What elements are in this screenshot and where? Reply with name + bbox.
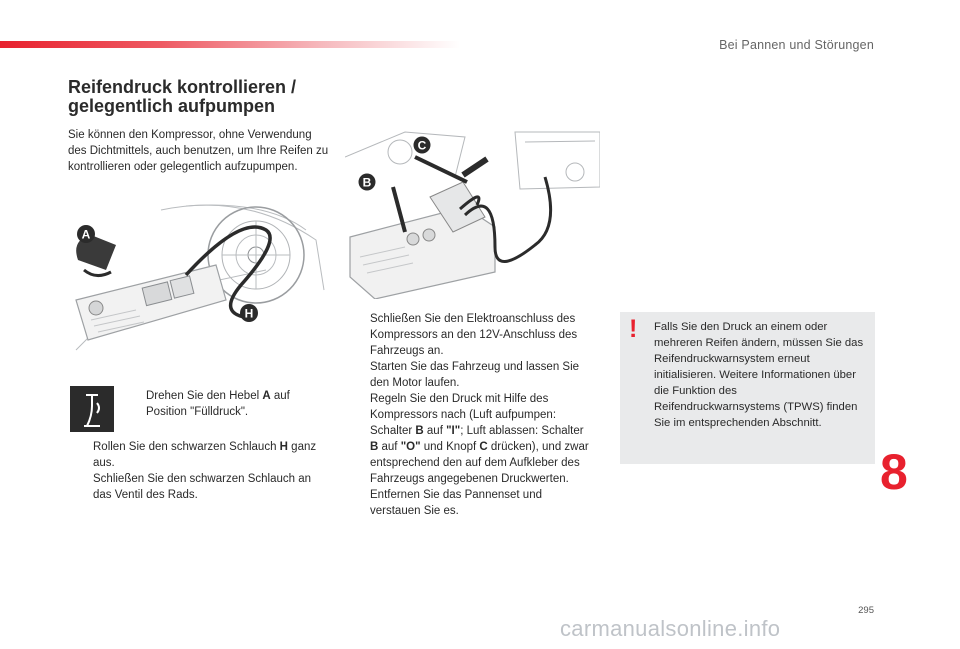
step-text: drücken), und zwar entsprechend den auf dem Aufkleber des Fahrzeugs angegebenen Druckwerten. bbox=[370, 441, 589, 485]
label-c-marker bbox=[414, 137, 431, 154]
step-text: Rollen Sie den schwarzen Schlauch bbox=[93, 441, 280, 453]
plug bbox=[463, 159, 487, 175]
step-text: Drehen Sie den Hebel bbox=[146, 390, 263, 402]
label-c: C bbox=[417, 138, 427, 153]
warning-text: Falls Sie den Druck an einem oder mehreren Reifen ändern, müssen Sie das Reifendruckwarnsystem erneut initialisieren. Weitere Informationen über die Funktion des Reifendruckwarnsystems (TPWS) finden Sie im entsprechenden Abschnitt. bbox=[654, 321, 864, 429]
step-text: auf Position "Fülldruck". bbox=[146, 390, 290, 418]
key-c: C bbox=[479, 441, 488, 453]
intro-paragraph: Sie können den Kompressor, ohne Verwendung des Dichtmittels, auch benutzen, um Ihre Reifen zu kontrollieren oder gelegentlich aufzupumpen. bbox=[68, 129, 329, 173]
switch-on: "I" bbox=[446, 425, 461, 437]
label-b: B bbox=[362, 175, 372, 190]
step-item bbox=[121, 388, 311, 420]
switch-off: "O" bbox=[400, 441, 421, 453]
watermark: carmanualsonline.info bbox=[560, 616, 781, 641]
step-text: Entfernen Sie das Pannenset und verstauen Sie es. bbox=[370, 489, 542, 517]
section-title: Bei Pannen und Störungen bbox=[719, 38, 874, 52]
label-h: H bbox=[244, 306, 254, 321]
step-item bbox=[345, 359, 593, 391]
step-text: ; Luft ablassen: Schalter bbox=[460, 425, 584, 437]
step-lever-a bbox=[121, 388, 311, 420]
key-b: B bbox=[415, 425, 424, 437]
compressor-wheel-illustration bbox=[66, 200, 328, 360]
header-accent-bar bbox=[0, 41, 460, 48]
step-text: auf bbox=[423, 425, 447, 437]
step-item bbox=[345, 311, 593, 359]
label-b-marker bbox=[359, 174, 376, 191]
middle-steps bbox=[345, 311, 593, 519]
step-text: ganz aus. bbox=[93, 441, 317, 469]
compressor-socket-illustration bbox=[345, 127, 600, 299]
inflate-icon bbox=[70, 386, 114, 432]
page-title-line-1: Reifendruck kontrollieren / bbox=[68, 77, 297, 97]
step-text: Schließen Sie den Elektroanschluss des Kompressors an den 12V-Anschluss des Fahrzeugs an. bbox=[370, 313, 578, 357]
step-item bbox=[345, 391, 593, 487]
step-text: und Knopf bbox=[420, 441, 480, 453]
warning-icon: ! bbox=[629, 315, 638, 343]
page-title-line-2: gelegentlich aufpumpen bbox=[68, 96, 276, 116]
step-item bbox=[345, 487, 593, 519]
step-item bbox=[68, 471, 323, 503]
step-text: Schließen Sie den schwarzen Schlauch an das Ventil des Rads. bbox=[93, 473, 311, 501]
key-b: B bbox=[370, 441, 379, 453]
step-text: auf bbox=[378, 441, 401, 453]
label-a-marker bbox=[77, 225, 95, 243]
page-number: 295 bbox=[858, 605, 874, 616]
rotate-arrow bbox=[84, 270, 111, 276]
left-steps bbox=[68, 439, 323, 503]
label-a: A bbox=[81, 227, 91, 242]
step-item bbox=[68, 439, 323, 471]
key-a: A bbox=[262, 390, 271, 402]
page-title bbox=[68, 78, 368, 116]
chapter-number: 8 bbox=[880, 444, 908, 500]
step-text: Starten Sie das Fahrzeug und lassen Sie den Motor laufen. bbox=[370, 361, 580, 389]
step-text: Regeln Sie den Druck mit Hilfe des Kompressors nach (Luft aufpumpen: Schalter bbox=[370, 393, 557, 437]
label-h-marker bbox=[240, 304, 258, 322]
warning-note bbox=[620, 312, 875, 464]
lever-pictogram bbox=[70, 386, 114, 432]
key-h: H bbox=[279, 441, 288, 453]
